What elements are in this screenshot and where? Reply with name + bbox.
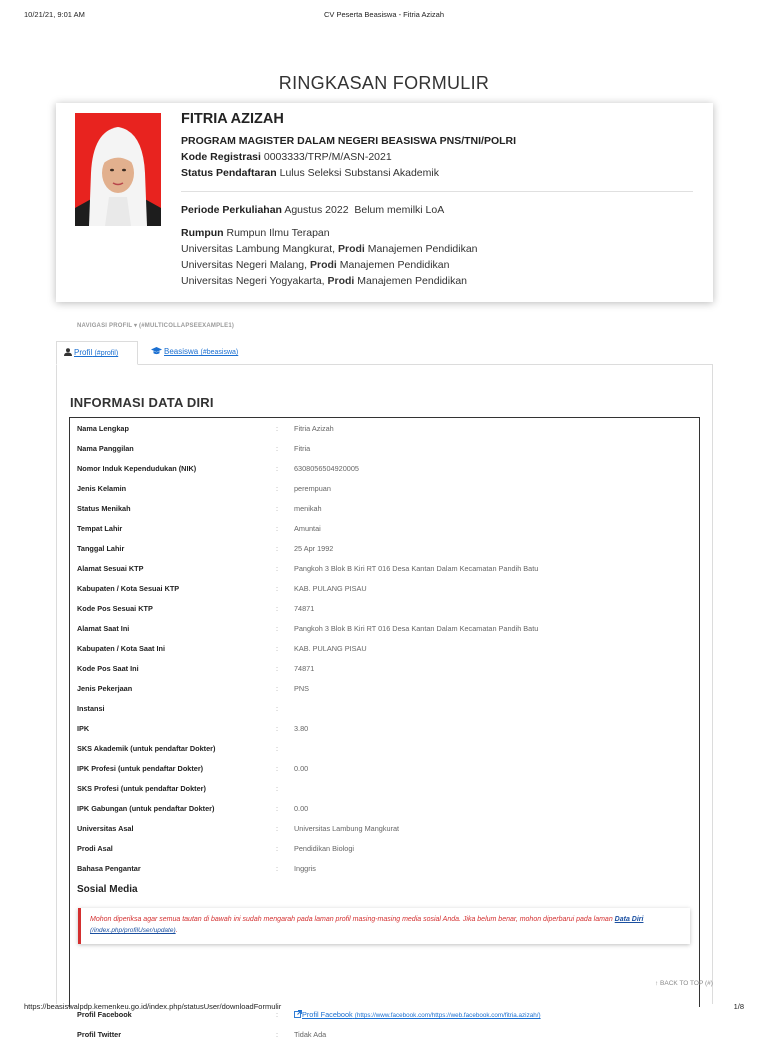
user-icon	[64, 348, 72, 356]
row-colon: :	[276, 624, 279, 633]
facebook-link-url: (https://www.facebook.com/https://web.facebook.com/fitria.azizah/)	[354, 1012, 541, 1019]
profile-navigation-label[interactable]: NAVIGASI PROFIL ▾ (#MULTICOLLAPSEEXAMPLE1)	[77, 323, 235, 329]
row-colon: :	[276, 1010, 279, 1019]
row-value: 3.80	[294, 724, 309, 733]
row-value: 6308056504920005	[294, 464, 359, 473]
tab-profil-link[interactable]	[74, 348, 118, 357]
row-label: Jenis Kelamin	[77, 484, 127, 493]
facebook-link-label: Profil Facebook	[302, 1010, 353, 1019]
row-value: Pangkoh 3 Blok B Kiri RT 016 Desa Kantan Dalam Kecamatan Pandih Batu	[294, 624, 539, 633]
row-label: Universitas Asal	[77, 824, 134, 833]
page-number: 1/8	[733, 1002, 744, 1011]
row-colon: :	[276, 764, 279, 773]
summary-divider	[181, 191, 693, 192]
table-row	[70, 818, 699, 838]
row-colon: :	[276, 544, 279, 553]
university-choices	[181, 241, 696, 289]
row-label: IPK Profesi (untuk pendaftar Dokter)	[77, 764, 204, 773]
row-colon: :	[276, 524, 279, 533]
table-row	[70, 558, 699, 578]
row-label: Kabupaten / Kota Saat Ini	[77, 644, 165, 653]
row-label: Tempat Lahir	[77, 524, 123, 533]
table-row	[70, 478, 699, 498]
row-colon: :	[276, 644, 279, 653]
tab-profil-anchor: (#profil)	[94, 350, 119, 357]
tab-profil-label: Profil	[74, 348, 93, 357]
row-label: Nama Panggilan	[77, 444, 134, 453]
facebook-label: Profil Facebook	[77, 1010, 132, 1019]
table-row	[70, 598, 699, 618]
row-value: Fitria Azizah	[294, 424, 334, 433]
registration-code-label: Kode Registrasi	[181, 151, 261, 163]
row-value: Amuntai	[294, 524, 321, 533]
row-label: Bahasa Pengantar	[77, 864, 141, 873]
table-row	[70, 438, 699, 458]
row-value: 25 Apr 1992	[294, 544, 334, 553]
row-value: 74871	[294, 664, 315, 673]
row-label: Status Menikah	[77, 504, 131, 513]
study-period-label: Periode Perkuliahan	[181, 204, 282, 216]
prodi-label: Prodi	[327, 275, 355, 287]
row-label: SKS Profesi (untuk pendaftar Dokter)	[77, 784, 206, 793]
print-url: https://beasiswalpdp.kemenkeu.go.id/index.php/statusUser/downloadFormulir	[24, 1002, 282, 1011]
row-colon: :	[276, 684, 279, 693]
print-footer	[0, 1002, 768, 1014]
registration-status-value: Lulus Seleksi Substansi Akademik	[279, 167, 439, 179]
loa-status: Belum memilki LoA	[354, 204, 445, 216]
prodi-name: Manajemen Pendidikan	[367, 243, 478, 255]
registration-code	[181, 149, 696, 165]
row-label: Kode Pos Sesuai KTP	[77, 604, 153, 613]
row-label: Prodi Asal	[77, 844, 113, 853]
study-period-value: Agustus 2022	[284, 204, 349, 216]
row-value: 74871	[294, 604, 315, 613]
row-colon: :	[276, 444, 279, 453]
summary-card	[56, 103, 713, 302]
twitter-value: Tidak Ada	[294, 1030, 327, 1039]
data-diri-link-label: Data Diri	[614, 916, 644, 923]
row-colon: :	[276, 804, 279, 813]
table-row	[70, 838, 699, 858]
tab-beasiswa-label: Beasiswa	[164, 347, 199, 356]
row-value: Inggris	[294, 864, 316, 873]
applicant-name: FITRIA AZIZAH	[181, 111, 284, 127]
row-value: KAB. PULANG PISAU	[294, 584, 367, 593]
alert-message: Mohon diperiksa agar semua tautan di bawah ini sudah mengarah pada laman profil masing-masing media sosial Anda. Jika belum benar, mohon diperbarui pada laman Data Diri (/index.php/profilUser/update).	[90, 916, 644, 934]
row-value: PNS	[294, 684, 310, 693]
study-cluster-value: Rumpun Ilmu Terapan	[226, 227, 330, 239]
row-colon: :	[276, 1030, 279, 1039]
table-row	[70, 418, 699, 438]
row-label: Alamat Saat Ini	[77, 624, 130, 633]
section-title: INFORMASI DATA DIRI	[70, 395, 214, 410]
row-value: perempuan	[294, 484, 331, 493]
table-row	[70, 858, 699, 878]
row-colon: :	[276, 784, 279, 793]
row-value: Pendidikan Biologi	[294, 844, 355, 853]
print-doc-title: CV Peserta Beasiswa - Fitria Azizah	[323, 10, 445, 19]
table-row	[70, 798, 699, 818]
summary-info	[181, 111, 696, 289]
row-colon: :	[276, 744, 279, 753]
back-to-top-link[interactable]: ↑ BACK TO TOP (#)	[655, 980, 713, 987]
table-row	[70, 498, 699, 518]
twitter-label: Profil Twitter	[77, 1030, 122, 1039]
row-colon: :	[276, 844, 279, 853]
row-colon: :	[276, 704, 279, 713]
row-colon: :	[276, 864, 279, 873]
prodi-label: Prodi	[338, 243, 365, 255]
tab-profil[interactable]	[56, 341, 138, 365]
registration-status	[181, 165, 696, 181]
prodi-name: Manajemen Pendidikan	[339, 259, 450, 271]
table-row-twitter	[70, 1024, 699, 1044]
row-colon: :	[276, 504, 279, 513]
study-period	[181, 202, 696, 218]
tab-beasiswa-anchor: (#beasiswa)	[200, 349, 239, 356]
table-row	[70, 738, 699, 758]
row-label: Nama Lengkap	[77, 424, 129, 433]
registration-status-label: Status Pendaftaran	[181, 167, 277, 179]
row-value: 0.00	[294, 804, 309, 813]
data-diri-link-path: (/index.php/profilUser/update)	[90, 927, 176, 934]
table-row	[70, 758, 699, 778]
alert-text: Mohon diperiksa agar semua tautan di bawah ini sudah mengarah pada laman profil masing-masing media sosial Anda. Jika belum benar, mohon diperbarui pada laman	[90, 916, 613, 923]
tab-beasiswa-link[interactable]	[164, 347, 238, 356]
print-datetime: 10/21/21, 9:01 AM	[24, 10, 85, 19]
prodi-name: Manajemen Pendidikan	[357, 275, 468, 287]
table-row	[70, 718, 699, 738]
row-label: SKS Akademik (untuk pendaftar Dokter)	[77, 744, 216, 753]
table-row	[70, 778, 699, 798]
row-label: Nomor Induk Kependudukan (NIK)	[77, 464, 197, 473]
row-colon: :	[276, 584, 279, 593]
row-label: Alamat Sesuai KTP	[77, 564, 144, 573]
row-label: Instansi	[77, 704, 105, 713]
row-label: Tanggal Lahir	[77, 544, 125, 553]
row-colon: :	[276, 564, 279, 573]
table-row	[70, 518, 699, 538]
row-colon: :	[276, 824, 279, 833]
table-row	[70, 618, 699, 638]
print-header	[0, 10, 768, 24]
row-label: IPK	[77, 724, 90, 733]
table-row	[70, 658, 699, 678]
university-choice	[181, 241, 696, 257]
university-name: Universitas Negeri Yogyakarta,	[181, 275, 325, 287]
row-value: KAB. PULANG PISAU	[294, 644, 367, 653]
prodi-label: Prodi	[309, 259, 337, 271]
profile-photo	[75, 113, 161, 226]
row-label: IPK Gabungan (untuk pendaftar Dokter)	[77, 804, 215, 813]
table-row	[70, 458, 699, 478]
row-value: Pangkoh 3 Blok B Kiri RT 016 Desa Kantan Dalam Kecamatan Pandih Batu	[294, 564, 539, 573]
row-value: 0.00	[294, 764, 309, 773]
study-cluster	[181, 225, 696, 241]
program-name: PROGRAM MAGISTER DALAM NEGERI BEASISWA PNS/TNI/POLRI	[181, 135, 517, 147]
study-cluster-label: Rumpun	[181, 227, 224, 239]
university-choice	[181, 257, 696, 273]
row-colon: :	[276, 724, 279, 733]
registration-code-value: 0003333/TRP/M/ASN-2021	[263, 151, 392, 163]
row-label: Kabupaten / Kota Sesuai KTP	[77, 584, 180, 593]
graduation-cap-icon	[151, 347, 162, 355]
table-row	[70, 578, 699, 598]
row-label: Jenis Pekerjaan	[77, 684, 133, 693]
row-colon: :	[276, 664, 279, 673]
page-title: RINGKASAN FORMULIR	[278, 73, 490, 93]
tab-beasiswa[interactable]	[144, 341, 245, 365]
row-value: menikah	[294, 504, 322, 513]
table-row	[70, 678, 699, 698]
university-choice	[181, 273, 696, 289]
row-value: Fitria	[294, 444, 311, 453]
row-colon: :	[276, 604, 279, 613]
table-row	[70, 698, 699, 718]
table-row	[70, 538, 699, 558]
university-name: Universitas Negeri Malang,	[181, 259, 308, 271]
table-row	[70, 638, 699, 658]
row-colon: :	[276, 424, 279, 433]
social-media-alert	[78, 908, 690, 944]
social-media-title: Sosial Media	[77, 884, 138, 895]
university-name: Universitas Lambung Mangkurat,	[181, 243, 336, 255]
row-colon: :	[276, 464, 279, 473]
row-value: Universitas Lambung Mangkurat	[294, 824, 400, 833]
row-label: Kode Pos Saat Ini	[77, 664, 139, 673]
row-colon: :	[276, 484, 279, 493]
